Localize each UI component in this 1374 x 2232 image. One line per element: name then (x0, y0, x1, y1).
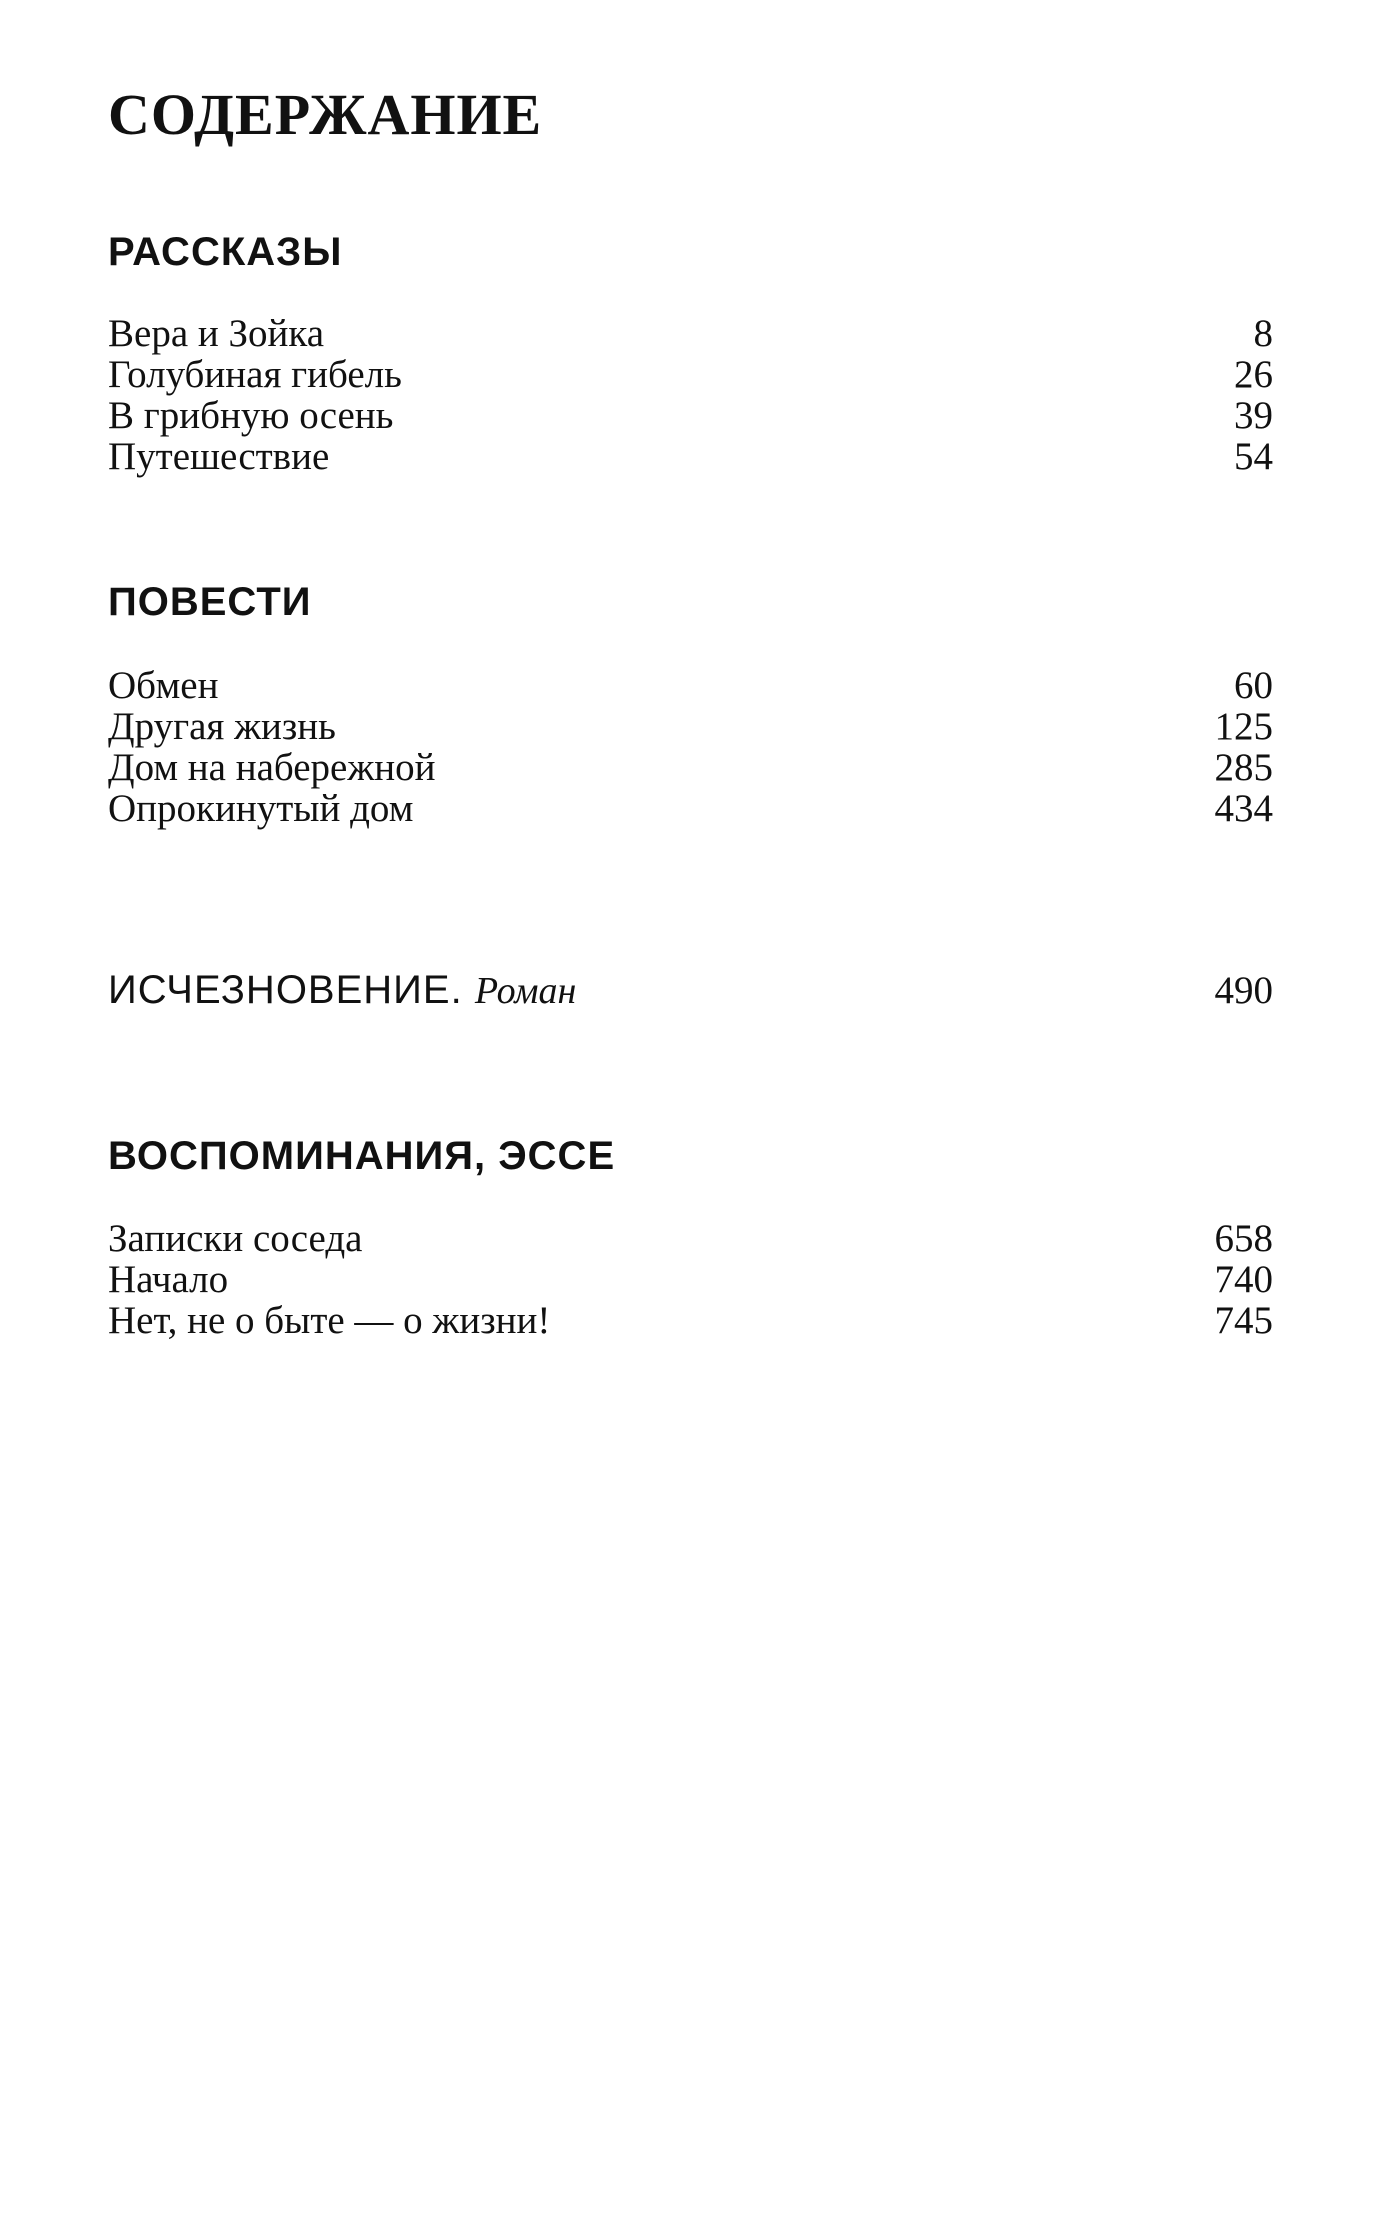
entry-page-number: 60 (1234, 664, 1273, 707)
entry-title: Опрокинутый дом (108, 787, 414, 830)
toc-entry (108, 705, 1273, 749)
entry-page-number: 39 (1234, 394, 1273, 437)
entry-title: В грибную осень (108, 394, 394, 437)
entry-title: Другая жизнь (108, 705, 336, 748)
novel-subtitle: Роман (474, 970, 577, 1012)
entry-page-number: 285 (1214, 746, 1273, 789)
toc-entry (108, 312, 1273, 356)
section-heading-memoirs: ВОСПОМИНАНИЯ, ЭССЕ (108, 1134, 616, 1178)
entry-page-number: 125 (1214, 705, 1273, 748)
section-heading-stories: РАССКАЗЫ (108, 230, 343, 274)
entry-page-number: 490 (1214, 969, 1273, 1012)
section-heading-novellas: ПОВЕСТИ (108, 580, 312, 624)
entry-page-number: 8 (1253, 312, 1273, 355)
toc-entry (108, 435, 1273, 479)
entry-title: Записки соседа (108, 1217, 363, 1260)
toc-entry (108, 1217, 1273, 1261)
toc-entry (108, 787, 1273, 831)
entry-page-number: 434 (1214, 787, 1273, 830)
entry-title: Путешествие (108, 435, 330, 478)
entry-page-number: 658 (1214, 1217, 1273, 1260)
entry-title: Вера и Зойка (108, 312, 325, 355)
novel-title: ИСЧЕЗНОВЕНИЕ. (108, 968, 463, 1012)
entry-title: Нет, не о быте — о жизни! (108, 1299, 551, 1342)
toc-entry (108, 353, 1273, 397)
toc-entry (108, 664, 1273, 708)
page-title: СОДЕРЖАНИЕ (108, 82, 543, 147)
entry-page-number: 26 (1234, 353, 1273, 396)
section-heading-novel (108, 968, 576, 1013)
entry-page-number: 745 (1214, 1299, 1273, 1342)
toc-entry (108, 1299, 1273, 1343)
toc-entry (108, 394, 1273, 438)
entry-page-number: 740 (1214, 1258, 1273, 1301)
entry-title: Начало (108, 1258, 229, 1301)
entry-page-number: 54 (1234, 435, 1273, 478)
toc-entry (108, 1258, 1273, 1302)
entry-title: Обмен (108, 664, 219, 707)
entry-title: Голубиная гибель (108, 353, 402, 396)
entry-title: Дом на набережной (108, 746, 436, 789)
toc-entry-novel (108, 968, 1273, 1012)
toc-entry (108, 746, 1273, 790)
